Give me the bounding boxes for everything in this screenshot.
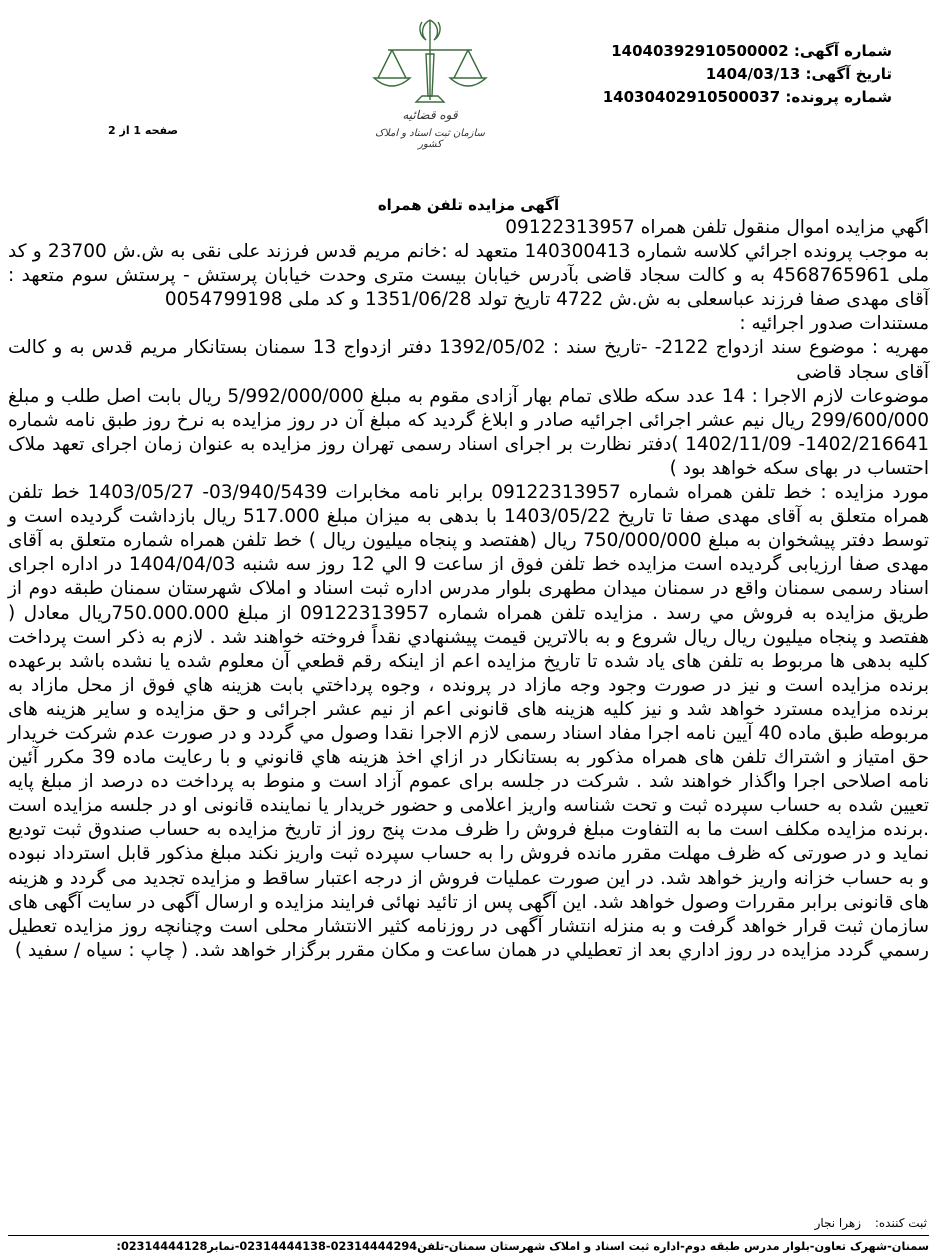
registrar [815,1216,927,1230]
footer-divider [8,1235,929,1236]
paragraph-dowry: مهریه : موضوع سند ازدواج 2122- -تاریخ سند : 1392/05/02 دفتر ازدواج 13 سمنان بستانکار مریم قدس به و کالت آقای سجاد قاضی [8,337,930,383]
document-body [8,216,929,963]
ad-date-row [603,63,892,86]
case-number-row [603,86,892,109]
case-number: 14030402910500037 [602,88,781,106]
ad-number-row [603,40,892,63]
paragraph-enforceable-items: موضوعات لازم الاجرا : 14 عدد سکه طلای تمام بهار آزادی مقوم به مبلغ 5/992/000/000 ریال بابت اصل طلب و مبلغ 299/600/000 ریال نیم عشر اجرائی اجرائیه صادر و ابلاغ گردید که مبلغ آن در روز مزایده به نرخ روز طبق نامه شماره 1402/216641- 1402/11/09 )دفتر نظارت بر اجرای اسناد رسمی تهران روز مزایده به عنوان زمان اجرای تعهد ملاک احتساب در بهای سکه خواهد بود ) [8,385,930,479]
paragraph-documents-heading: مستندات صدور اجرائیه : [739,313,929,335]
ad-number-label: شماره آگهی: [793,42,892,60]
case-number-label: شماره پرونده: [785,88,892,106]
ad-date: 1404/03/13 [705,65,801,83]
document-title: آگهی مزایده تلفن همراه [377,196,560,214]
emblem-caption: قوه قضائیه [402,108,458,122]
registrar-name: زهرا نجار [814,1216,862,1230]
paragraph-intro: اگهي مزايده اموال منقول تلفن همراه 09122313957 [505,217,929,238]
paragraph-parties: به موجب پرونده اجرائي کلاسه شماره 140300413 متعهد له :خانم مریم قدس فرزند علی نقی به ش.ش 23700 و کد ملی 4568765961 به و کالت سجاد قاضی بآدرس خیابان بیست متری وحدت خیابان پرستش - پرستش سوم متعهد : آقای مهدی صفا فرزند عباسعلی به ش.ش 4722 تاریخ تولد 1351/06/28 و کد ملی 0054799198 [8,241,929,311]
paragraph-auction-subject: مورد مزایده : خط تلفن همراه شماره 09122313957 برابر نامه مخابرات 03/940/5439- 1403/05/27 خط تلفن همراه متعلق به آقای مهدی صفا تا تاریخ 1403/05/22 با بدهی به میزان مبلغ 517.000 ریال بازداشت گردیده است و توسط دفتر پیشخوان به مبلغ 750/000/000 ریال (هفتصد و پنجاه میلیون ریال ) خط تلفن همراه شماره متعلق به آقای مهدی صفا ارزیابی گردیده است مزایده خط تلفن فوق از ساعت 9 الي 12 روز سه شنبه 1404/04/03 در اداره اجرای اسناد رسمی سمنان واقع در سمنان میدان مطهری بلوار مدرس اداره ثبت اسناد و املاک شهرستان سمنان طبقه دوم از طريق مزايده به فروش مي رسد . مزایده تلفن همراه شماره 09122313957 از مبلغ 750.000.000ریال معادل ( هفتصد و پنجاه میلیون ریال ریال شروع و به بالاترين قيمت پيشنهادي نقداً فروخته خواهند شد . لازم به ذكر است پرداخت كليه بدهی ها مربوط به تلفن های یاد شده تا تاريخ مزايده اعم از اينكه رقم قطعي آن معلوم شده يا نشده باشد برعهده برنده مزايده است و نيز در صورت وجود وجه مازاد در پرونده ، وجوه پرداختي بابت هزينه هاي فوق از محل مازاد به برنده مزايده مسترد خواهد شد و نیز کلیه هزینه های قانونی اعم از نیم عشر اجرائی و حق مزایده و سایر هزینه های مربوطه طبق ماده 40 آیین نامه اجرا مفاد اسناد رسمی لازم الاجرا نقدا وصول مي گردد و در صورت عدم شرکت خريدار حق امتیاز و اشتراك تلفن های همراه مذکور به بستانكار در ازاي اخذ هزينه هاي قانوني و با رعايت ماده 39 مكرر آئين نامه اصلاحی اجرا واگذار خواهند شد . شرکت در جلسه برای عموم آزاد است و منوط به پرداخت ده درصد از مبلغ پایه تعیین شده به حساب سپرده ثبت و تحت شناسه واریز اعلامی و حضور خریدار یا نماینده قانونی او در جلسه مزایده است .برنده مزایده مکلف است ما به التفاوت مبلغ فروش را ظرف مدت پنج روز از تاریخ مزایده به حساب صندوق ثبت تودیع نماید و در صورتی که ظرف مهلت مقرر مانده فروش را به حساب سپرده ثبت واریز نکند مبلغ مذکور قابل استرداد نبوده و به حساب خزانه واریز خواهد شد. در این صورت عملیات فروش از درجه اعتبار ساقط و مزایده تجدید می گردد و هزینه های قانونی برابر مقررات وصول خواهد شد. این آگهی پس از تائید نهائی فرایند مزایده و ارسال آگهی در سایت آگهی های سازمان ثبت قرار خواهد گرفت و به منزله انتشار آگهی در روزنامه کثیر الانتشار محلی است وچنانچه روز مزایده تعطیل رسمي گردد مزايده در روز اداري بعد از تعطيلي در همان ساعت و مكان مقرر برگزار خواهد شد. ( چاپ : سیاه / سفید ) [8,482,930,961]
emblem-subcaption: سازمان ثبت اسناد و املاک کشور [375,128,485,150]
ad-metadata [603,40,892,109]
registrar-label: ثبت کننده: [874,1216,927,1230]
page-number: صفحه 1 از 2 [108,124,179,137]
footer-address: سمنان-شهرک تعاون-بلوار مدرس طبقه دوم-اداره ثبت اسناد و املاک شهرستان سمنان-تلفن02314444294-02314444138-نمابر02314444128: [116,1240,929,1253]
ad-date-label: تاریخ آگهی: [805,65,892,83]
ad-number: 14040392910500002 [611,42,789,60]
